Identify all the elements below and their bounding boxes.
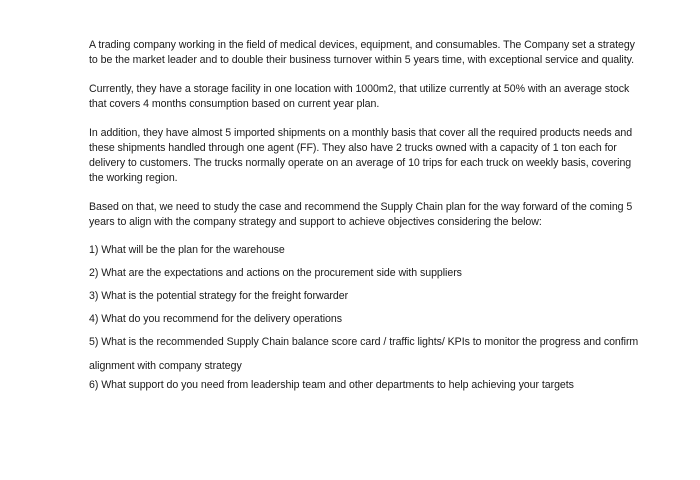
- question-list: [89, 243, 644, 398]
- question-item-delivery: 4) What do you recommend for the delivery operations: [89, 313, 342, 325]
- paragraph-shipments-trucks: In addition, they have almost 5 imported shipments on a monthly basis that cover all the required products needs and these shipments handled through one agent (FF). They also have 2 trucks owned with a capacity of 1 ton each for delivery to customers. The trucks normally operate on an average of 10 trips for each truck on weekly basis, covering the working region.: [89, 127, 633, 184]
- paragraph-task-statement: Based on that, we need to study the case and recommend the Supply Chain plan for the way forward of the coming 5 years to align with the company strategy and support to achieve objectives considering the below:: [89, 201, 633, 228]
- paragraph-storage-facility: Currently, they have a storage facility in one location with 1000m2, that utilize currently at 50% with an average stock that covers 4 months consumption based on current year plan.: [89, 83, 630, 110]
- question-item-leadership-support: 6) What support do you need from leadership team and other departments to help achieving your targets: [89, 379, 574, 391]
- question-item-freight-forwarder: 3) What is the potential strategy for the freight forwarder: [89, 290, 349, 302]
- question-item-warehouse: 1) What will be the plan for the warehouse: [89, 244, 285, 256]
- question-item-kpis: 5) What is the recommended Supply Chain balance score card / traffic lights/ KPIs to monitor the progress and confirm alignment with company strategy: [89, 336, 639, 372]
- document-body: [89, 38, 644, 398]
- question-item-procurement: 2) What are the expectations and actions on the procurement side with suppliers: [89, 267, 462, 279]
- paragraph-company-overview: A trading company working in the field of medical devices, equipment, and consumables. The Company set a strategy to be the market leader and to double their business turnover within 5 years time, with exceptional service and quality.: [89, 39, 635, 66]
